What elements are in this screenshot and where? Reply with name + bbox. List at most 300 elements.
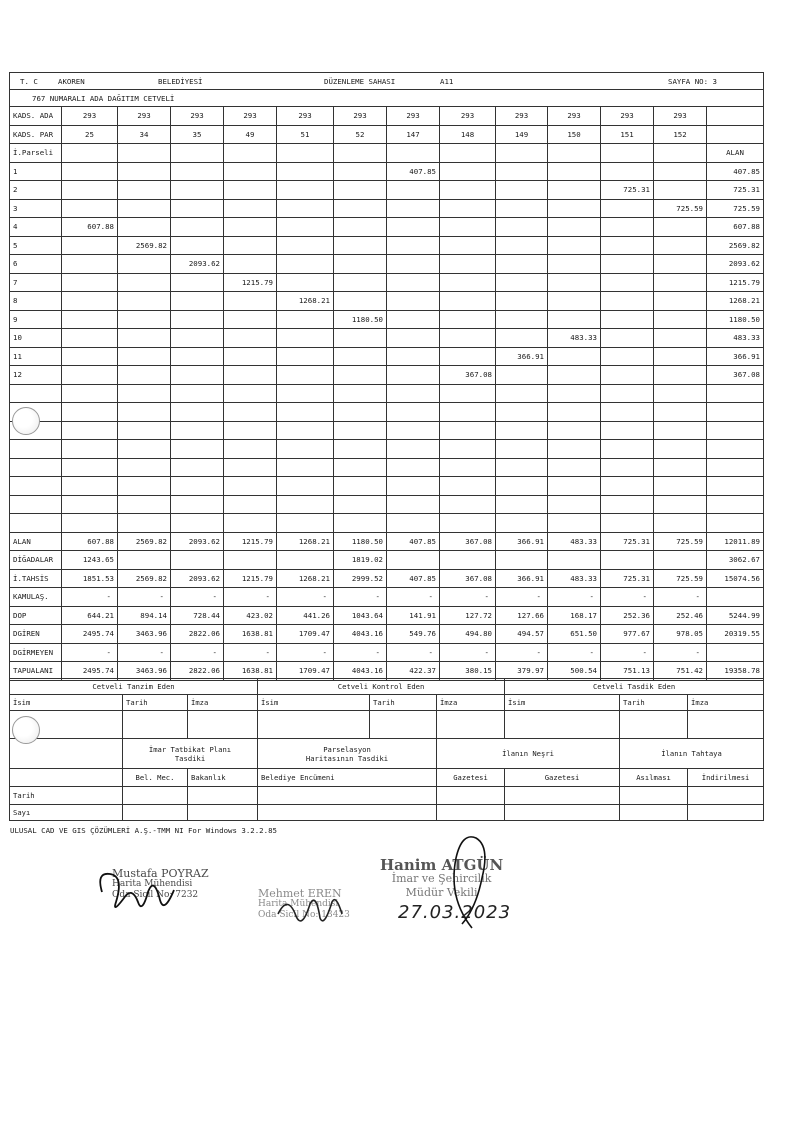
summary-value [440, 551, 496, 570]
parcel-alan: 2569.82 [707, 236, 764, 255]
empty-cell [277, 366, 334, 385]
empty-cell [224, 347, 277, 366]
summary-value: 500.54 [548, 662, 601, 681]
empty-cell [10, 495, 62, 514]
empty-cell [548, 403, 601, 422]
empty-cell [62, 162, 118, 181]
tanzim-imza: İmza [188, 695, 258, 711]
empty-cell [334, 366, 387, 385]
kontrol-isim: İsim [258, 695, 370, 711]
empty-cell [171, 440, 224, 459]
summary-value: 2569.82 [118, 532, 171, 551]
summary-value: 127.66 [496, 606, 548, 625]
empty-cell [654, 236, 707, 255]
empty-cell [334, 403, 387, 422]
parcel-no: 6 [10, 255, 62, 274]
parcel-alan: 725.31 [707, 181, 764, 200]
summary-value: 1180.50 [334, 532, 387, 551]
empty-cell [62, 421, 118, 440]
empty-cell [224, 310, 277, 329]
summary-value: 4043.16 [334, 662, 387, 681]
parcel-no: 10 [10, 329, 62, 348]
empty-cell [440, 255, 496, 274]
empty-cell [118, 144, 171, 163]
empty-cell [171, 347, 224, 366]
empty-cell [496, 236, 548, 255]
empty-cell [601, 329, 654, 348]
empty-cell [10, 458, 62, 477]
summary-value: 168.17 [548, 606, 601, 625]
summary-value: - [334, 588, 387, 607]
empty-cell [654, 347, 707, 366]
empty-cell [548, 236, 601, 255]
empty-cell [496, 218, 548, 237]
page-number: SAYFA NO: 3 [668, 77, 717, 86]
empty-cell [171, 310, 224, 329]
empty-cell [277, 199, 334, 218]
sayi-row-label: Sayı [10, 805, 123, 821]
kontrol-imza: İmza [437, 695, 505, 711]
empty-cell [62, 458, 118, 477]
empty-cell [118, 421, 171, 440]
empty-cell [62, 144, 118, 163]
empty-cell [224, 458, 277, 477]
empty-cell [440, 310, 496, 329]
empty-cell [62, 440, 118, 459]
empty-cell [707, 477, 764, 496]
punch-hole-icon [12, 407, 40, 435]
empty-row [10, 403, 764, 422]
parcel-row [10, 162, 764, 181]
summary-value: 978.05 [654, 625, 707, 644]
empty-cell [224, 255, 277, 274]
empty-cell [707, 458, 764, 477]
row-label: KADS. PAR [10, 125, 62, 144]
empty-cell [334, 421, 387, 440]
empty-cell [334, 347, 387, 366]
empty-cell [496, 310, 548, 329]
empty-cell [440, 403, 496, 422]
tc-label: T. C [20, 77, 38, 86]
haritasi-label: Haritasının Tasdiki [305, 753, 389, 763]
empty-cell [62, 366, 118, 385]
empty-cell [496, 495, 548, 514]
parcel-alan: 1268.21 [707, 292, 764, 311]
summary-value: 407.85 [387, 569, 440, 588]
empty-cell [277, 440, 334, 459]
kads-par-row [10, 125, 764, 144]
empty-cell [171, 292, 224, 311]
parcel-alan: 367.08 [707, 366, 764, 385]
empty-cell [224, 366, 277, 385]
empty-cell [224, 329, 277, 348]
parcel-row [10, 273, 764, 292]
summary-value: - [277, 643, 334, 662]
imar-tatbikat-cell [123, 739, 258, 769]
parcel-value: 407.85 [387, 162, 440, 181]
par-cell: 51 [277, 125, 334, 144]
parcel-row [10, 236, 764, 255]
empty-cell [118, 199, 171, 218]
empty-cell [601, 477, 654, 496]
town-name: AKOREN [58, 77, 85, 86]
empty-cell [496, 384, 548, 403]
empty-cell [62, 495, 118, 514]
empty-cell [496, 366, 548, 385]
empty-cell [118, 514, 171, 533]
empty-cell [654, 366, 707, 385]
empty-cell [277, 310, 334, 329]
empty-cell [440, 384, 496, 403]
ada-cell: 293 [277, 107, 334, 126]
empty-row [10, 384, 764, 403]
empty-cell [277, 495, 334, 514]
empty-cell [654, 273, 707, 292]
summary-value: 367.08 [440, 532, 496, 551]
empty-cell [707, 440, 764, 459]
empty-cell [548, 514, 601, 533]
belediye-encumeni-label: Belediye Encümeni [258, 769, 437, 787]
empty-cell [548, 366, 601, 385]
empty-cell [601, 199, 654, 218]
empty-cell [62, 199, 118, 218]
empty-cell [171, 384, 224, 403]
empty-cell [62, 255, 118, 274]
empty-cell [171, 218, 224, 237]
summary-value: 725.31 [601, 532, 654, 551]
empty-cell [601, 458, 654, 477]
empty-cell [118, 403, 171, 422]
summary-value: 2822.06 [171, 662, 224, 681]
empty-cell [707, 384, 764, 403]
par-cell: 152 [654, 125, 707, 144]
summary-total: 5244.99 [707, 606, 764, 625]
empty-cell [334, 329, 387, 348]
empty-cell [440, 458, 496, 477]
summary-row [10, 551, 764, 570]
empty-cell [548, 255, 601, 274]
empty-cell [654, 144, 707, 163]
summary-value: - [171, 588, 224, 607]
summary-row [10, 625, 764, 644]
parcel-value: 607.88 [62, 218, 118, 237]
signature-scribble-icon [94, 862, 204, 922]
empty-cell [10, 477, 62, 496]
empty-cell [277, 329, 334, 348]
empty-cell [654, 421, 707, 440]
empty-cell [171, 458, 224, 477]
approval-table [9, 678, 764, 821]
empty-cell [496, 144, 548, 163]
empty-cell [601, 421, 654, 440]
empty-cell [707, 107, 764, 126]
empty-cell [277, 236, 334, 255]
tanzim-tarih: Tarih [123, 695, 188, 711]
summary-value: 2999.52 [334, 569, 387, 588]
empty-cell [548, 495, 601, 514]
summary-value: - [62, 643, 118, 662]
empty-cell [601, 273, 654, 292]
parcel-no: 1 [10, 162, 62, 181]
empty-cell [224, 403, 277, 422]
kads-ada-row [10, 107, 764, 126]
parcel-value: 2569.82 [118, 236, 171, 255]
empty-cell [440, 329, 496, 348]
empty-cell [277, 347, 334, 366]
row-label: İ.Parseli [10, 144, 62, 163]
tarih-row-label: Tarih [10, 787, 123, 805]
empty-cell [496, 477, 548, 496]
summary-value: - [277, 588, 334, 607]
summary-label: TAPUALANI [10, 662, 62, 681]
empty-cell [601, 403, 654, 422]
empty-cell [224, 181, 277, 200]
empty-cell [118, 255, 171, 274]
empty-row [10, 495, 764, 514]
empty-cell [440, 162, 496, 181]
empty-cell [171, 403, 224, 422]
empty-cell [548, 292, 601, 311]
empty-cell [277, 458, 334, 477]
empty-cell [334, 514, 387, 533]
summary-value: 1243.65 [62, 551, 118, 570]
empty-cell [440, 440, 496, 459]
ada-cell: 293 [548, 107, 601, 126]
ilan-nesri-label: İlanın Neşri [437, 739, 620, 769]
parcel-alan: 366.91 [707, 347, 764, 366]
empty-cell [334, 495, 387, 514]
kontrol-header: Cetveli Kontrol Eden [258, 679, 505, 695]
ada-cell: 293 [62, 107, 118, 126]
empty-cell [440, 144, 496, 163]
empty-cell [387, 514, 440, 533]
empty-cell [654, 255, 707, 274]
empty-cell [224, 421, 277, 440]
municipality-name: BELEDİYESİ [158, 77, 203, 86]
empty-cell [548, 162, 601, 181]
parcel-alan: 1215.79 [707, 273, 764, 292]
parcel-alan: 407.85 [707, 162, 764, 181]
row-label: KADS. ADA [10, 107, 62, 126]
empty-cell [440, 218, 496, 237]
summary-value: 423.02 [224, 606, 277, 625]
empty-cell [10, 440, 62, 459]
empty-cell [707, 403, 764, 422]
summary-value: 1851.53 [62, 569, 118, 588]
punch-hole-icon [12, 716, 40, 744]
summary-value: 894.14 [118, 606, 171, 625]
summary-value: 252.46 [654, 606, 707, 625]
empty-cell [387, 292, 440, 311]
par-cell: 151 [601, 125, 654, 144]
empty-cell [654, 181, 707, 200]
stamp1-name: Mustafa POYRAZ [112, 867, 209, 880]
summary-value: 2569.82 [118, 569, 171, 588]
empty-cell [62, 347, 118, 366]
empty-cell [118, 310, 171, 329]
summary-row [10, 588, 764, 607]
imar-tasdiki-label: Tasdiki [174, 753, 206, 763]
empty-cell [440, 495, 496, 514]
parcel-row [10, 292, 764, 311]
empty-cell [224, 236, 277, 255]
summary-value: - [440, 588, 496, 607]
parcel-row [10, 218, 764, 237]
empty-cell [707, 125, 764, 144]
empty-cell [62, 329, 118, 348]
empty-cell [601, 440, 654, 459]
tasdik-tarih: Tarih [620, 695, 688, 711]
summary-value: 367.08 [440, 569, 496, 588]
summary-value [654, 551, 707, 570]
empty-cell [387, 440, 440, 459]
empty-cell [118, 347, 171, 366]
empty-cell [387, 199, 440, 218]
summary-value: 494.80 [440, 625, 496, 644]
empty-cell [171, 495, 224, 514]
parcel-value: 725.59 [654, 199, 707, 218]
par-cell: 25 [62, 125, 118, 144]
parcel-alan: 483.33 [707, 329, 764, 348]
kontrol-tarih: Tarih [370, 695, 437, 711]
summary-value [496, 551, 548, 570]
summary-value: 651.50 [548, 625, 601, 644]
summary-total: 3062.67 [707, 551, 764, 570]
asilmasi-label: Asılması [620, 769, 688, 787]
empty-cell [118, 384, 171, 403]
parcel-value: 1268.21 [277, 292, 334, 311]
empty-cell [654, 458, 707, 477]
summary-value: - [496, 588, 548, 607]
summary-label: KAMULAŞ. [10, 588, 62, 607]
parcel-no: 4 [10, 218, 62, 237]
empty-cell [277, 144, 334, 163]
empty-cell [62, 403, 118, 422]
summary-value: 1819.02 [334, 551, 387, 570]
summary-total: 19358.78 [707, 662, 764, 681]
ada-cell: 293 [654, 107, 707, 126]
par-cell: 35 [171, 125, 224, 144]
empty-cell [496, 273, 548, 292]
empty-cell [496, 514, 548, 533]
empty-cell [171, 273, 224, 292]
empty-cell [440, 236, 496, 255]
summary-row [10, 606, 764, 625]
empty-cell [118, 273, 171, 292]
empty-cell [10, 514, 62, 533]
empty-cell [171, 421, 224, 440]
empty-cell [654, 384, 707, 403]
summary-value: - [171, 643, 224, 662]
empty-cell [548, 347, 601, 366]
empty-cell [62, 514, 118, 533]
empty-cell [654, 292, 707, 311]
empty-cell [601, 310, 654, 329]
empty-cell [62, 384, 118, 403]
parcel-alan: 1180.50 [707, 310, 764, 329]
parcel-no: 3 [10, 199, 62, 218]
stamp1-no: Oda Sicil No: 7232 [112, 890, 199, 900]
empty-cell [224, 162, 277, 181]
empty-cell [601, 218, 654, 237]
empty-cell [548, 477, 601, 496]
header-row [10, 73, 764, 90]
empty-cell [118, 181, 171, 200]
empty-cell [387, 236, 440, 255]
summary-total: 20319.55 [707, 625, 764, 644]
empty-cell [171, 514, 224, 533]
empty-cell [387, 181, 440, 200]
summary-value: 1638.81 [224, 662, 277, 681]
empty-cell [171, 329, 224, 348]
empty-cell [496, 199, 548, 218]
imar-tatbikat-label: İmar Tatbikat Planı [148, 744, 232, 754]
summary-value: 725.31 [601, 569, 654, 588]
empty-cell [387, 495, 440, 514]
parcel-no: 11 [10, 347, 62, 366]
empty-cell [440, 421, 496, 440]
empty-cell [224, 199, 277, 218]
summary-value: 3463.96 [118, 662, 171, 681]
summary-value: 2093.62 [171, 532, 224, 551]
empty-cell [224, 440, 277, 459]
summary-value: - [601, 643, 654, 662]
empty-row [10, 514, 764, 533]
summary-value: 2822.06 [171, 625, 224, 644]
parcel-value: 367.08 [440, 366, 496, 385]
empty-cell [548, 458, 601, 477]
empty-cell [387, 329, 440, 348]
summary-value: - [548, 588, 601, 607]
empty-cell [224, 384, 277, 403]
tasdik-isim: İsim [505, 695, 620, 711]
signature-stamp-1 [112, 868, 209, 901]
empty-cell [118, 329, 171, 348]
empty-cell [62, 273, 118, 292]
parcel-no: 2 [10, 181, 62, 200]
empty-cell [224, 144, 277, 163]
empty-cell [496, 403, 548, 422]
summary-value: 1215.79 [224, 569, 277, 588]
summary-total [707, 588, 764, 607]
empty-cell [118, 162, 171, 181]
empty-cell [440, 347, 496, 366]
summary-value: - [334, 643, 387, 662]
empty-cell [387, 421, 440, 440]
summary-value: - [387, 643, 440, 662]
empty-cell [334, 292, 387, 311]
parcel-row [10, 310, 764, 329]
empty-cell [496, 458, 548, 477]
summary-total: 15074.56 [707, 569, 764, 588]
empty-cell [277, 218, 334, 237]
empty-cell [548, 144, 601, 163]
empty-cell [224, 218, 277, 237]
empty-cell [277, 384, 334, 403]
empty-cell [601, 255, 654, 274]
empty-cell [601, 495, 654, 514]
empty-row [10, 458, 764, 477]
empty-cell [601, 347, 654, 366]
distribution-table [9, 72, 764, 681]
parcel-alan: 2093.62 [707, 255, 764, 274]
summary-value: 494.57 [496, 625, 548, 644]
summary-label: DGİREN [10, 625, 62, 644]
summary-value: 1268.21 [277, 569, 334, 588]
parcel-alan: 725.59 [707, 199, 764, 218]
empty-cell [171, 199, 224, 218]
empty-cell [548, 181, 601, 200]
